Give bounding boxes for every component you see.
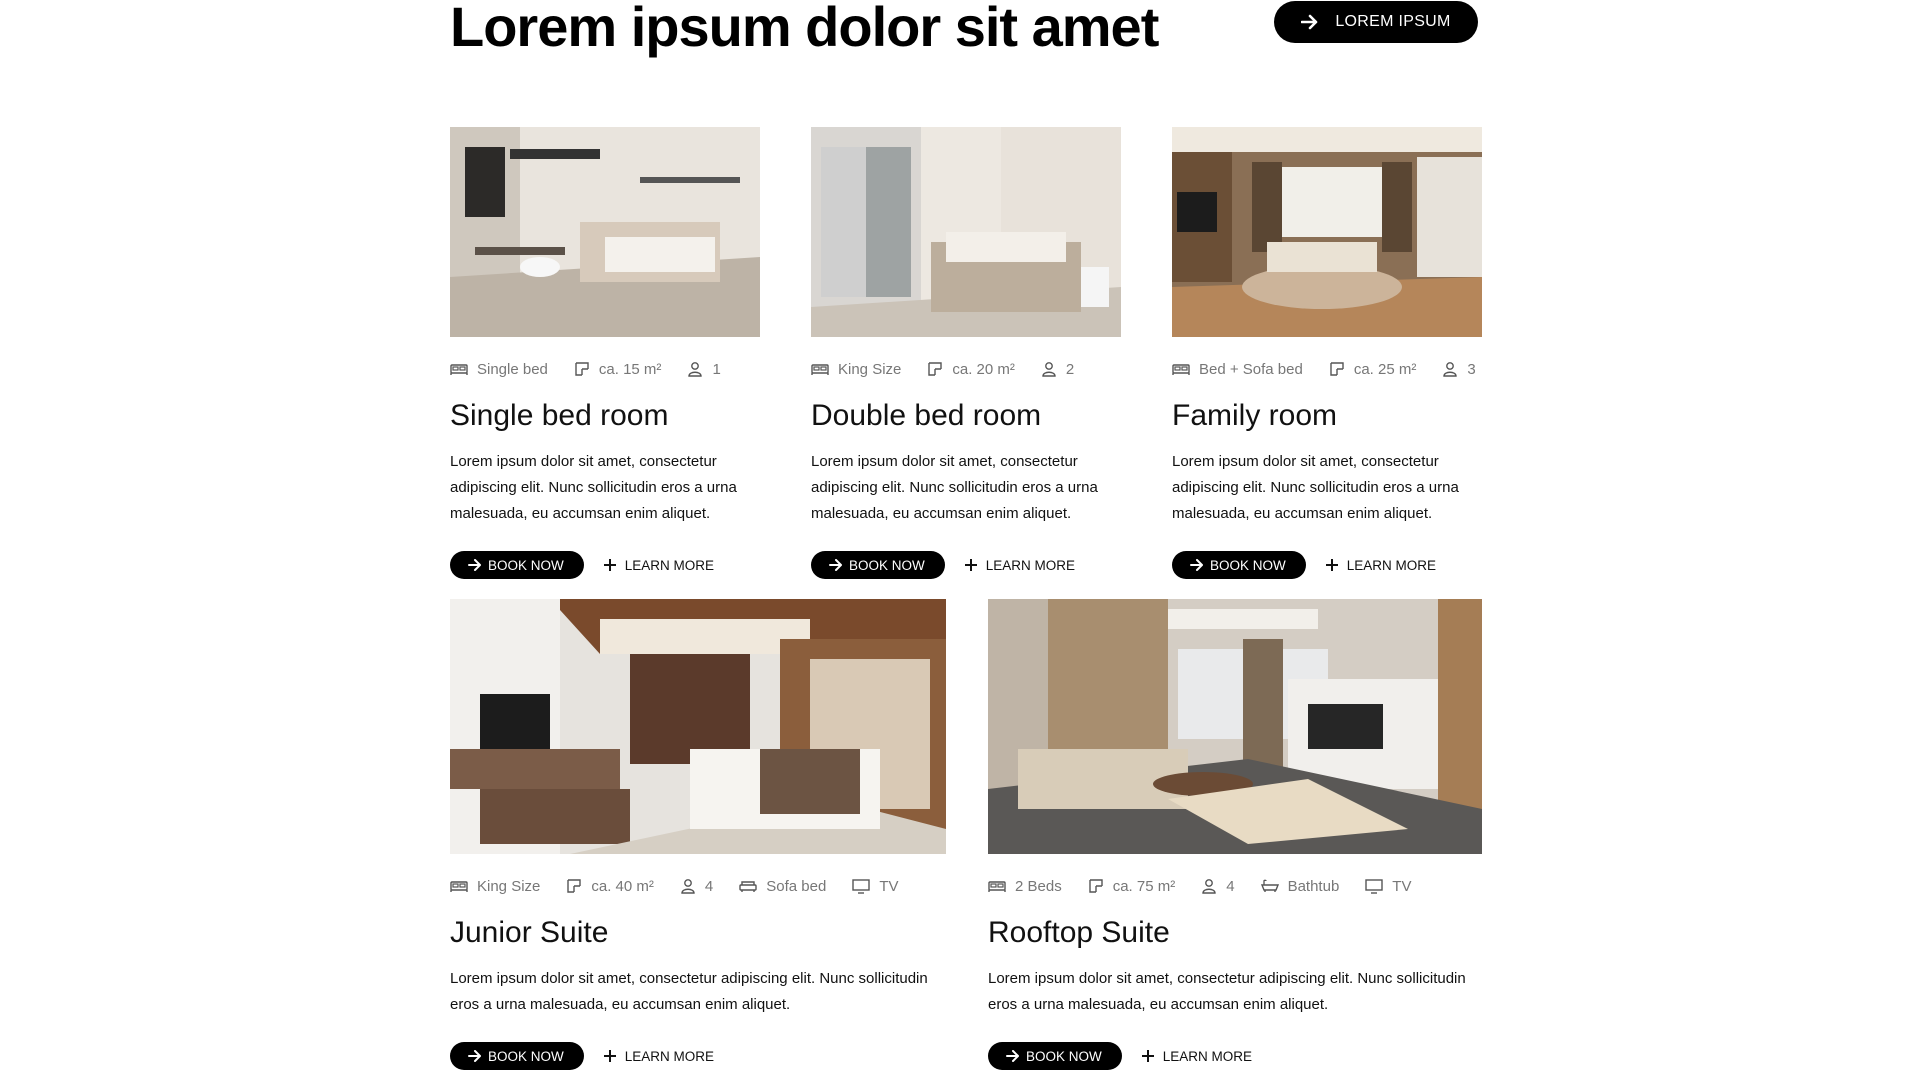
plus-icon (604, 1050, 616, 1062)
bed-icon (988, 879, 1006, 893)
room-features (450, 876, 946, 896)
person-icon (1041, 361, 1057, 377)
book-now-button[interactable]: BOOK NOW (811, 551, 945, 579)
feature-bed: Bed + Sofa bed (1172, 361, 1303, 378)
room-actions (988, 1042, 1482, 1070)
arrow-right-icon (468, 1050, 482, 1062)
room-card (450, 599, 946, 1070)
arrow-right-icon (468, 559, 482, 571)
room-actions (450, 1042, 946, 1070)
room-title: Rooftop Suite (988, 916, 1170, 949)
room-card (988, 599, 1482, 1070)
bed-icon (450, 879, 468, 893)
feature-guests: 4 (1201, 878, 1234, 895)
arrow-right-icon (829, 559, 843, 571)
feature-guests: 4 (680, 878, 713, 895)
arrow-right-icon (1190, 559, 1204, 571)
room-description: Lorem ipsum dolor sit amet, consectetur adipiscing elit. Nunc sollicitudin eros a urna malesuada, eu accumsan enim aliquet. (1172, 453, 1459, 522)
room-title: Single bed room (450, 399, 669, 432)
feature-bed: King Size (811, 361, 901, 378)
bed-icon (450, 362, 468, 376)
feature-area: ca. 15 m² (574, 361, 662, 378)
feature-area: ca. 25 m² (1329, 361, 1417, 378)
bathtub-icon (1261, 879, 1279, 893)
feature-guests: 3 (1442, 361, 1475, 378)
feature-tv: TV (1365, 878, 1411, 895)
learn-more-link[interactable]: LEARN MORE (604, 1049, 714, 1064)
room-photo (811, 127, 1121, 337)
room-features (811, 359, 1121, 379)
person-icon (1442, 361, 1458, 377)
area-icon (566, 878, 582, 894)
header-cta-button[interactable] (1274, 1, 1478, 43)
learn-more-link[interactable]: LEARN MORE (1326, 558, 1436, 573)
room-actions (1172, 551, 1482, 579)
area-icon (927, 361, 943, 377)
feature-area: ca. 75 m² (1088, 878, 1176, 895)
learn-more-link[interactable]: LEARN MORE (604, 558, 714, 573)
header-cta-label: LOREM IPSUM (1335, 13, 1451, 30)
feature-guests: 2 (1041, 361, 1074, 378)
sofa-icon (739, 879, 757, 893)
feature-sofa: Sofa bed (739, 878, 826, 895)
plus-icon (965, 559, 977, 571)
room-description: Lorem ipsum dolor sit amet, consectetur adipiscing elit. Nunc sollicitudin eros a urna malesuada, eu accumsan enim aliquet. (450, 453, 737, 522)
room-description: Lorem ipsum dolor sit amet, consectetur adipiscing elit. Nunc sollicitudin eros a urna malesuada, eu accumsan enim aliquet. (811, 453, 1098, 522)
book-now-button[interactable]: BOOK NOW (450, 551, 584, 579)
page-title: Lorem ipsum dolor sit amet (450, 0, 1159, 58)
room-features (450, 359, 760, 379)
plus-icon (604, 559, 616, 571)
room-card (450, 127, 760, 579)
tv-icon (1365, 879, 1383, 894)
feature-bathtub: Bathtub (1261, 878, 1340, 895)
feature-area: ca. 40 m² (566, 878, 654, 895)
tv-icon (852, 879, 870, 894)
feature-bed: Single bed (450, 361, 548, 378)
person-icon (687, 361, 703, 377)
plus-icon (1326, 559, 1338, 571)
area-icon (1329, 361, 1345, 377)
area-icon (574, 361, 590, 377)
person-icon (1201, 878, 1217, 894)
plus-icon (1142, 1050, 1154, 1062)
bed-icon (1172, 362, 1190, 376)
room-card (811, 127, 1121, 579)
person-icon (680, 878, 696, 894)
room-photo (1172, 127, 1482, 337)
room-description: Lorem ipsum dolor sit amet, consectetur adipiscing elit. Nunc sollicitudin eros a urna malesuada, eu accumsan enim aliquet. (450, 970, 928, 1013)
room-photo (988, 599, 1482, 854)
learn-more-link[interactable]: LEARN MORE (1142, 1049, 1252, 1064)
feature-bed: King Size (450, 878, 540, 895)
room-title: Junior Suite (450, 916, 609, 949)
bed-icon (811, 362, 829, 376)
room-features (988, 876, 1482, 896)
arrow-right-icon (1006, 1050, 1020, 1062)
room-photo (450, 127, 760, 337)
feature-bed: 2 Beds (988, 878, 1062, 895)
book-now-button[interactable]: BOOK NOW (450, 1042, 584, 1070)
arrow-right-icon (1301, 14, 1319, 30)
book-now-button[interactable]: BOOK NOW (988, 1042, 1122, 1070)
feature-tv: TV (852, 878, 898, 895)
room-features (1172, 359, 1482, 379)
feature-area: ca. 20 m² (927, 361, 1015, 378)
learn-more-link[interactable]: LEARN MORE (965, 558, 1075, 573)
room-card (1172, 127, 1482, 579)
room-title: Family room (1172, 399, 1338, 432)
room-photo (450, 599, 946, 854)
book-now-button[interactable]: BOOK NOW (1172, 551, 1306, 579)
area-icon (1088, 878, 1104, 894)
room-actions (450, 551, 760, 579)
room-description: Lorem ipsum dolor sit amet, consectetur adipiscing elit. Nunc sollicitudin eros a urna malesuada, eu accumsan enim aliquet. (988, 970, 1466, 1013)
room-title: Double bed room (811, 399, 1042, 432)
feature-guests: 1 (687, 361, 720, 378)
room-actions (811, 551, 1121, 579)
